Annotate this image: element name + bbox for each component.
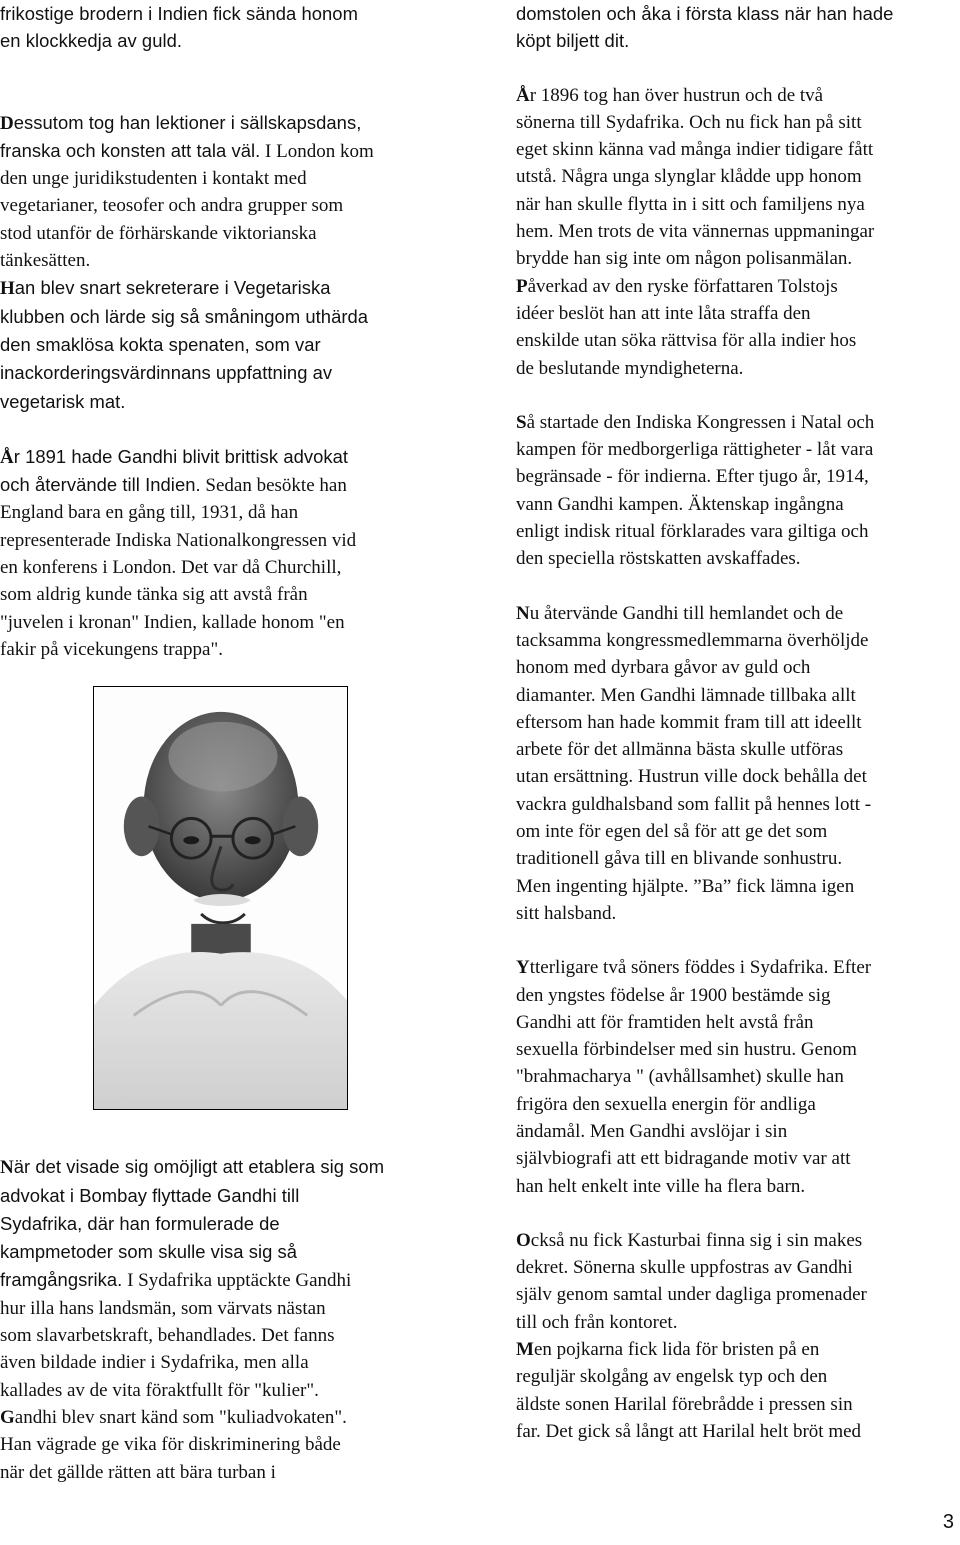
paragraph-serif-text: åverkad av den ryske författaren Tolstojs idéer beslöt han att inte låta straffa den enskilde utan söka rättvisa för alla indier hos de beslutande myndigheterna. [516, 275, 857, 379]
paragraph-serif-text: å startade den Indiska Kongressen i Natal och kampen för medborgerliga rättigheter - låt vara begränsade - för indierna. Efter tjugo år, 1914, vann Gandhi kampen. Äktenskap ingångna enligt indisk ritual förklarades vara giltiga och den speciella röstskatten avskaffades. [516, 411, 875, 570]
paragraph-serif-text: I London kom den unge juridikstudenten i kontakt med vegetarianer, teosofer och andra grupper som stod utanför de förhärskande viktorianska tänkesätten. [0, 140, 374, 272]
paragraph-serif-text: r 1896 tog han över hustrun och de två sönerna till Sydafrika. Och nu fick han på sitt eget skinn känna vad många indier tidigare fått utstå. Några unga slynglar klådde upp honom när han skulle flytta in i sitt och familjens nya hem. Men trots de vita vännernas uppmaningar brydde han sig inte om någon polisanmälan. [516, 84, 875, 270]
paragraph-sans-text: är det visade sig omöjligt att etablera sig som advokat i Bombay flyttade Gandhi till Sydafrika, där han formulerade de kampmetoder som skulle visa sig så framgångsrika. [0, 1156, 385, 1291]
drop-initial: O [516, 1229, 531, 1251]
drop-initial: G [0, 1406, 15, 1428]
paragraph-vegetariska-klubben [0, 274, 445, 415]
paragraph-kasturbai [516, 1227, 956, 1336]
paragraph-advokat-1891 [0, 443, 445, 663]
paragraph-sallskapsdans [0, 109, 445, 275]
paragraph-harilal [516, 1336, 956, 1445]
paragraph-serif-text: u återvände Gandhi till hemlandet och de tacksamma kongressmedlemmarna överhöljde honom med dyrbara gåvor av guld och diamanter. Men Gandhi lämnade tillbaka allt eftersom han hade kommit fram till att ideellt arbete för det allmänna bästa skulle utföras utan ersättning. Hustrun ville dock behålla det vackra guldhalsband som fallit på hennes lott - om inte för egen del så för att ge det som traditionell gåva till en blivande sonhustru. Men ingenting hjälpte. ”Ba” fick lämna igen sitt halsband. [516, 602, 872, 924]
drop-initial: H [0, 278, 15, 300]
paragraph-sydafrika [0, 1153, 445, 1404]
paragraph-serif-text: I Sydafrika upptäckte Gandhi hur illa hans landsmän, som värvats nästan som slavarbetskraft, behandlades. Det fanns även bildade indier i Sydafrika, men alla kallades av de vita föraktfullt för "kulier". [0, 1270, 352, 1401]
paragraph-kongressen-natal [516, 409, 956, 573]
paragraph-1896 [516, 82, 956, 273]
paragraph-serif-text: tterligare två söners föddes i Sydafrika. Efter den yngstes födelse år 1900 bestämde sig Gandhi att för framtiden helt avstå från sexuella förbindelser med sin hustru. Genom "brahmacharya " (avhållsamhet) skulle han frigöra den sexuella energin för andliga ändamål. Men Gandhi avslöjar i sin självbiografi att ett bidragande motiv var att han helt enkelt inte ville ha flera barn. [516, 957, 872, 1197]
drop-initial: S [516, 411, 527, 433]
drop-initial: N [516, 602, 530, 624]
paragraph-serif-text: Sedan besökte han England bara en gång till, 1931, då han representerade Indiska Nationalkongressen vid en konferens i London. Det var då Churchill, som aldrig kunde tänka sig att avstå från "juvelen i kronan" Indien, kallade honom "en fakir på vicekungens trappa". [0, 475, 357, 660]
paragraph-domstolen: domstolen och åka i första klass när han hade köpt biljett dit. [516, 3, 894, 52]
drop-initial: D [0, 112, 14, 134]
paragraph-hemlandet [516, 600, 956, 928]
paragraph-sans-text: an blev snart sekreterare i Vegetariska klubben och lärde sig så småningom uthärda den smaklösa kokta spenaten, som var inackorderingsvärdinnans uppfattning av vegetarisk mat. [0, 277, 369, 412]
portrait-image [94, 687, 347, 1109]
paragraph-tolstoj [516, 273, 956, 382]
paragraph-serif-text: ckså nu fick Kasturbai finna sig i sin makes dekret. Sönerna skulle uppfostras av Gandhi själv genom samtal under dagliga promenader till och från kontoret. [516, 1229, 867, 1333]
drop-initial: P [516, 275, 528, 297]
drop-initial: M [516, 1339, 534, 1361]
paragraph-serif-text: en pojkarna fick lida för bristen på en reguljär skolgång av engelsk typ och den äldste sonen Harilal förebrådde i pressen sin far. Det gick så långt att Harilal helt bröt med [516, 1339, 862, 1442]
right-column [516, 0, 956, 1445]
paragraph-sans-text: essutom tog han lektioner i sällskapsdans, franska och konsten att tala väl. [0, 111, 362, 161]
portrait-photo [93, 686, 348, 1110]
drop-initial: Y [516, 957, 530, 979]
drop-initial: N [0, 1157, 14, 1179]
page-number: 3 [942, 1511, 954, 1533]
paragraph-sans-text: r 1891 hade Gandhi blivit brittisk advokat och återvände till Indien. [0, 445, 349, 496]
drop-initial: Å [516, 84, 530, 106]
drop-initial: Å [0, 446, 14, 468]
paragraph-serif-text: andhi blev snart känd som "kuliadvokaten". Han vägrade ge vika för diskriminering både när det gällde rätten att bära turban i [0, 1406, 347, 1483]
paragraph-kuliadvokaten [0, 1404, 445, 1486]
paragraph-soner-sydafrika [516, 954, 956, 1200]
paragraph-klockkedja: frikostige brodern i Indien fick sända honom en klockkedja av guld. [0, 3, 358, 52]
